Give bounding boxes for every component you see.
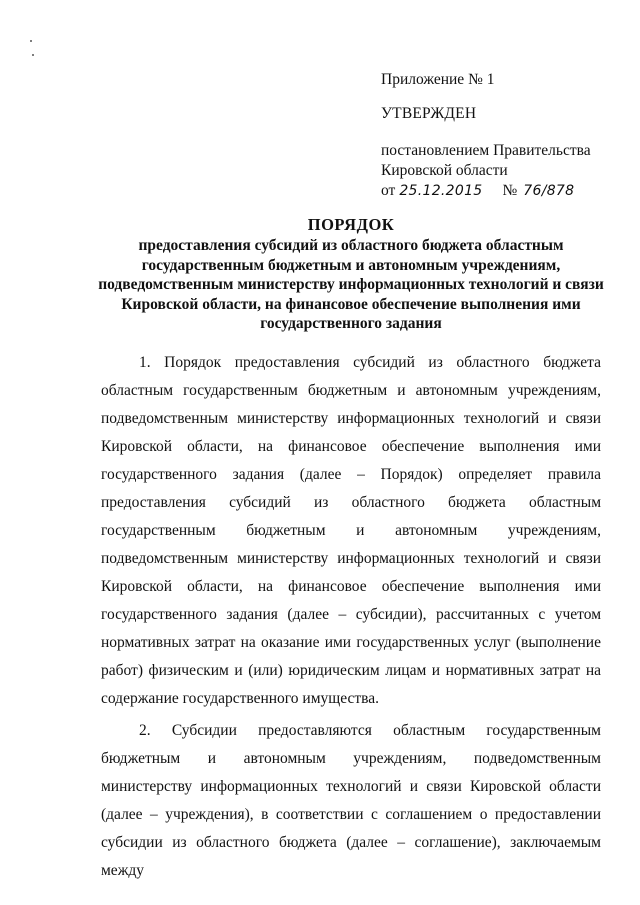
decree-line-2: Кировской области	[381, 162, 508, 179]
number-sign: №	[502, 182, 518, 199]
approval-stamp-block	[381, 70, 621, 201]
handwritten-number: 76/878	[523, 183, 575, 199]
paragraph-1: 1. Порядок предоставления субсидий из областного бюджета областным государственным бюджетным и автономным учреждениям, подведомственным министерству информационных технологий и связи Кировской области, на финансовое обеспечение выполнения ими государственного задания (далее – Порядок) определяет правила предоставления субсидий из областного бюджета областным государственным бюджетным и автономным учреждениям, подведомственным министерству информационных технологий и связи Кировской области, на финансовое обеспечение выполнения ими государственного задания (далее – субсидии), рассчитанных с учетом нормативных затрат на оказание ими государственных услуг (выполнение работ) физическим и (или) юридическим лицам и нормативных затрат на содержание государственного имущества.	[101, 354, 601, 707]
document-body	[101, 349, 601, 889]
date-number-line	[381, 181, 621, 201]
handwritten-date: 25.12.2015	[399, 183, 483, 199]
date-prefix: от	[381, 182, 396, 199]
scan-marks	[30, 40, 34, 60]
document-heading	[96, 214, 606, 334]
annex-label: Приложение № 1	[381, 71, 495, 88]
paragraph-2: 2. Субсидии предоставляются областным государственным бюджетным и автономным учреждениям, подведомственным министерству информационных технологий и связи Кировской области (далее – учреждения), в соответствии с соглашением о предоставлении субсидии из областного бюджета (далее – соглашение), заключаемым между	[101, 722, 601, 879]
document-title: ПОРЯДОК	[307, 215, 395, 234]
decree-line-1: постановлением Правительства	[381, 142, 591, 159]
approved-label: УТВЕРЖДЕН	[381, 105, 477, 122]
document-subtitle: предоставления субсидий из областного бюджета областным государственным бюджетным и автономным учреждениям, подведомственным министерству информационных технологий и связи Кировской области, на финансовое обеспечение выполнения ими государственного задания	[98, 237, 604, 332]
